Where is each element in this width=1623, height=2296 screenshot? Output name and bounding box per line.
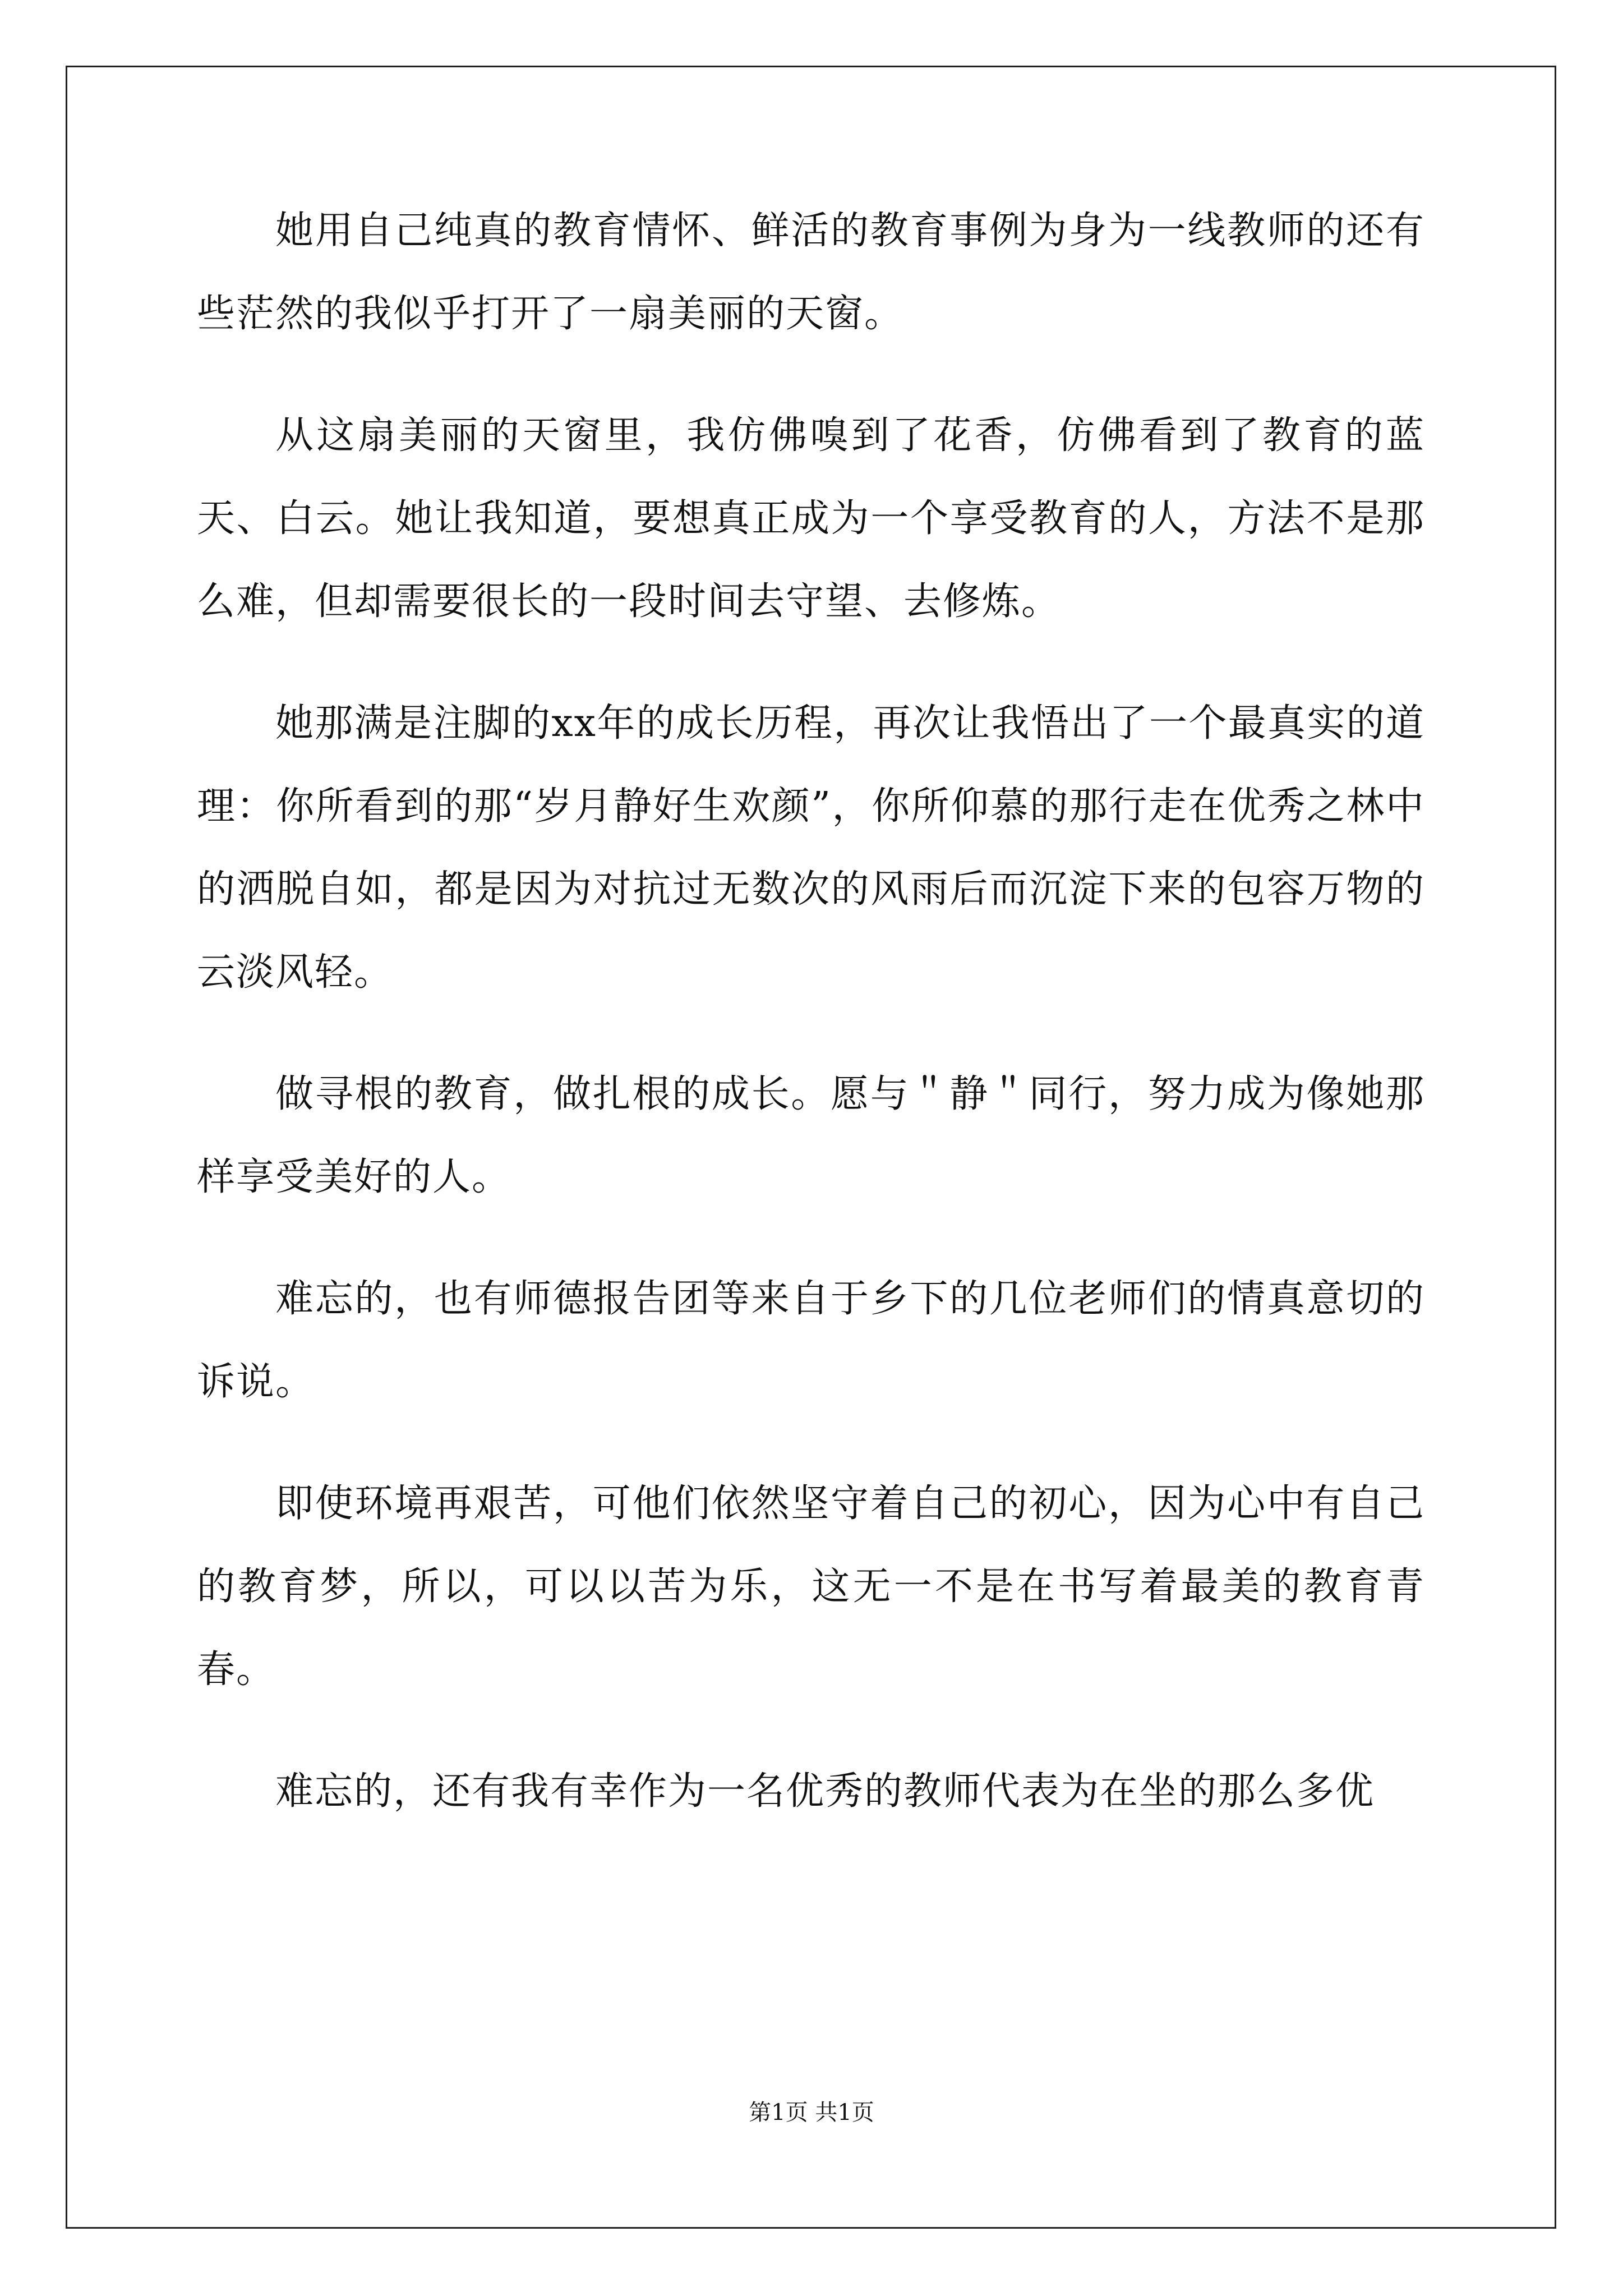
paragraph: 从这扇美丽的天窗里，我仿佛嗅到了花香，仿佛看到了教育的蓝天、白云。她让我知道，要想真正成为一个享受教育的人，方法不是那么难，但却需要很长的一段时间去守望、去修炼。: [197, 413, 1425, 624]
paragraph: 难忘的，也有师德报告团等来自于乡下的几位老师们的情真意切的诉说。: [197, 1277, 1425, 1404]
page-number-footer: 第1页 共1页: [749, 2100, 874, 2125]
paragraph: 她用自己纯真的教育情怀、鲜活的教育事例为身为一线教师的还有些茫然的我似乎打开了一扇美丽的天窗。: [197, 209, 1425, 336]
document-body: [197, 190, 1425, 1872]
paragraph: 她那满是注脚的xx年的成长历程，再次让我悟出了一个最真实的道理：你所看到的那“岁月静好生欢颜”，你所仰慕的那行走在优秀之林中的洒脱自如，都是因为对抗过无数次的风雨后而沉淀下来的包容万物的云淡风轻。: [197, 701, 1425, 995]
paragraph: 做寻根的教育，做扎根的成长。愿与＂静＂同行，努力成为像她那样享受美好的人。: [197, 1072, 1425, 1199]
paragraph: 即使环境再艰苦，可他们依然坚守着自己的初心，因为心中有自己的教育梦，所以，可以以苦为乐，这无一不是在书写着最美的教育青春。: [197, 1481, 1425, 1692]
paragraph: 难忘的，还有我有幸作为一名优秀的教师代表为在坐的那么多优: [275, 1769, 1375, 1814]
